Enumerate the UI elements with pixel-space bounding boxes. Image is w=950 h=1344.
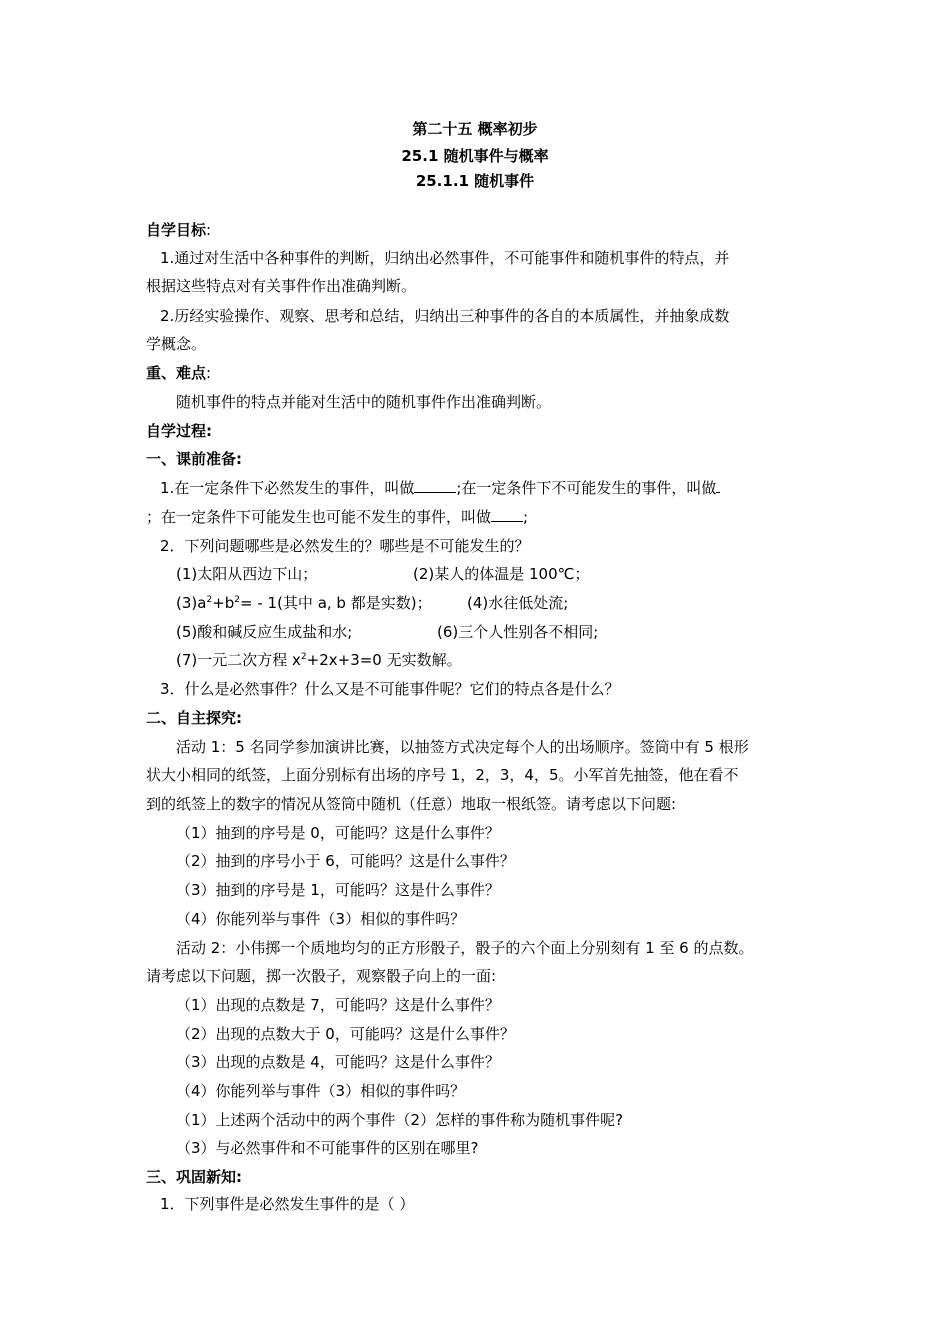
goal-2-line-2: 学概念。 xyxy=(146,335,207,353)
activity-2-question-4: （4）你能列举与事件（3）相似的事件吗？ xyxy=(176,1082,466,1100)
prep-q2-item-7: (7)一元二次方程 $x^2+2x+3=0$ 无实数解。 xyxy=(176,651,462,669)
summary-question-2: （3）与必然事件和不可能事件的区别在哪里? xyxy=(176,1139,479,1157)
prep-q1-line-2: ；在一定条件下可能发生也可能不发生的事件，叫做 ; xyxy=(146,508,529,526)
activity-2-question-2: （2）出现的点数大于 0，可能吗？这是什么事件？ xyxy=(176,1025,515,1043)
goal-2-line-1: 2.历经实验操作、观察、思考和总结，归纳出三种事件的各自的本质属性，并抽象成数 xyxy=(160,307,730,325)
subsection-title: 25.1.1 随机事件 xyxy=(415,172,535,190)
goals-heading: 自学目标: xyxy=(146,221,212,239)
chapter-title: 第二十五 概率初步 xyxy=(412,120,538,138)
prep-heading: 一、课前准备: xyxy=(146,450,242,468)
activity-1-question-2: （2）抽到的序号小于 6，可能吗？这是什么事件？ xyxy=(176,852,515,870)
prep-q1-line-1: 1.在一定条件下必然发生的事件，叫做 ;在一定条件下不可能发生的事件，叫做 xyxy=(160,478,720,498)
prep-q3: 3．什么是必然事件？什么又是不可能事件呢？它们的特点各是什么？ xyxy=(160,680,620,698)
activity-1-question-3: （3）抽到的序号是 1，可能吗？这是什么事件？ xyxy=(176,881,500,899)
prep-q2-item-6: (6)三个人性别各不相同; xyxy=(437,623,599,641)
prep-q2-item-4: (4)水往低处流; xyxy=(467,594,569,612)
consolidate-question-1: 1．下列事件是必然发生事件的是（ ） xyxy=(160,1195,415,1213)
consolidate-heading: 三、巩固新知: xyxy=(146,1168,242,1186)
activity-1-line-2: 状大小相同的纸签，上面分别标有出场的序号 1，2，3，4，5。小军首先抽签，他在看不 xyxy=(146,766,739,784)
explore-heading: 二、自主探究: xyxy=(146,709,242,727)
prep-q2-item-2: (2)某人的体温是 100℃； xyxy=(413,565,590,583)
process-heading: 自学过程: xyxy=(146,422,212,440)
activity-1-question-4: （4）你能列举与事件（3）相似的事件吗？ xyxy=(176,910,466,928)
activity-2-line-2: 请考虑以下问题，掷一次骰子，观察骰子向上的一面: xyxy=(146,967,497,985)
key-points-heading: 重、难点: xyxy=(146,364,212,382)
section-title: 25.1 随机事件与概率 xyxy=(401,147,549,165)
activity-1-question-1: （1）抽到的序号是 0，可能吗？这是什么事件？ xyxy=(176,824,500,842)
activity-1-line-3: 到的纸签上的数字的情况从签筒中随机（任意）地取一根纸签。请考虑以下问题: xyxy=(146,795,677,813)
key-points-text: 随机事件的特点并能对生活中的随机事件作出准确判断。 xyxy=(176,393,552,411)
goal-1-line-1: 1.通过对生活中各种事件的判断，归纳出必然事件，不可能事件和随机事件的特点，并 xyxy=(160,249,730,267)
fill-blank-1[interactable] xyxy=(414,478,456,493)
fill-blank-3[interactable] xyxy=(491,507,523,522)
prep-q2: 2．下列问题哪些是必然发生的？哪些是不可能发生的？ xyxy=(160,537,530,555)
prep-q2-item-1: (1)太阳从西边下山； xyxy=(176,565,318,583)
activity-2-question-1: （1）出现的点数是 7，可能吗？这是什么事件？ xyxy=(176,996,500,1014)
activity-1-line-1: 活动 1：5 名同学参加演讲比赛，以抽签方式决定每个人的出场顺序。签筒中有 5 根形 xyxy=(176,738,749,756)
activity-2-question-3: （3）出现的点数是 4，可能吗？这是什么事件？ xyxy=(176,1053,500,1071)
summary-question-1: （1）上述两个活动中的两个事件（2）怎样的事件称为随机事件呢? xyxy=(176,1111,624,1129)
prep-q2-item-5: (5)酸和碱反应生成盐和水; xyxy=(176,623,353,641)
fill-blank-2[interactable] xyxy=(716,478,720,493)
prep-q2-item-3: $(3)a^2+b^2= - 1$(其中 a, b 都是实数)； xyxy=(176,594,432,612)
activity-2-line-1: 活动 2：小伟掷一个质地均匀的正方形骰子，骰子的六个面上分别刻有 1 至 6 的点数。 xyxy=(176,939,754,957)
goal-1-line-2: 根据这些特点对有关事件作出准确判断。 xyxy=(146,277,417,295)
